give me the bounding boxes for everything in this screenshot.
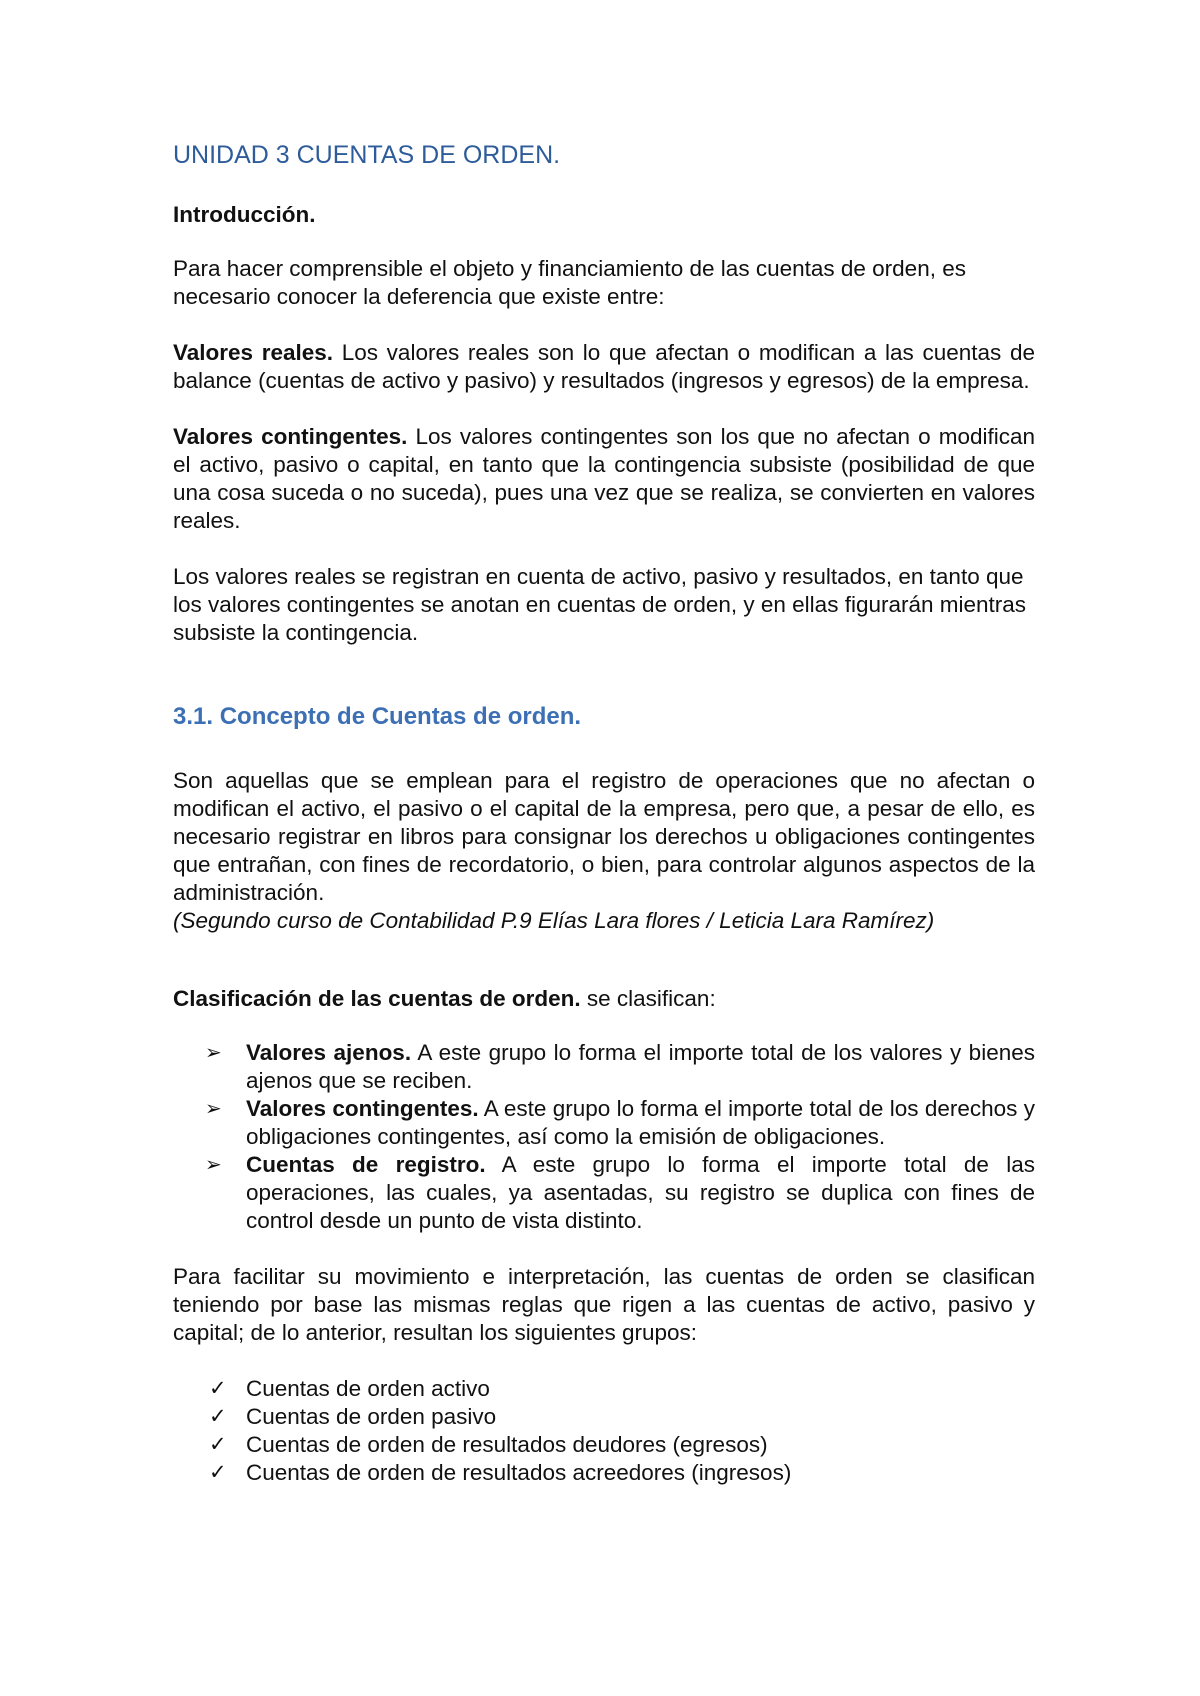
list-item-text: Cuentas de orden de resultados deudores (egresos) [246,1432,768,1457]
list-item [173,1095,1035,1151]
list-item-text: Cuentas de orden activo [246,1376,490,1401]
citation: (Segundo curso de Contabilidad P.9 Elías Lara flores / Leticia Lara Ramírez) [173,908,935,933]
list-item-text: A este grupo lo forma el importe total de las operaciones, las cuales, ya asentadas, su registro se duplica con fines de control desde un punto de vista distinto. [246,1152,1035,1233]
section-title: 3.1. Concepto de Cuentas de orden. [173,703,582,730]
facilitar-paragraph: Para facilitar su movimiento e interpretación, las cuentas de orden se clasifican teniendo por base las mismas reglas que rigen a las cuentas de activo, pasivo y capital; de lo anterior, resultan los siguientes grupos: [173,1264,1035,1345]
list-item-term: Valores contingentes. [246,1096,479,1121]
valores-reales-paragraph [173,339,1035,395]
list-item-text: Cuentas de orden de resultados acreedores (ingresos) [246,1460,792,1485]
valores-contingentes-text: Los valores contingentes son los que no afectan o modifican el activo, pasivo o capital, en tanto que la contingencia subsiste (posibilidad de que una cosa suceda o no suceda), pues una vez que se realiza, se convierten en valores reales. [173,424,1035,533]
clasificacion-list [173,1039,1035,1235]
list-item [173,1375,1035,1403]
clasificacion-term: Clasificación de las cuentas de orden. [173,986,581,1011]
list-item [173,1151,1035,1235]
checkmark-icon: ✓ [209,1461,227,1484]
clasificacion-heading [173,985,1035,1013]
list-item [173,1039,1035,1095]
grupos-list [173,1375,1035,1487]
checkmark-icon: ✓ [209,1405,227,1428]
list-item-term: Valores ajenos. [246,1040,412,1065]
list-item [173,1459,1035,1487]
valores-reales-term: Valores reales. [173,340,334,365]
valores-reales-text: Los valores reales son lo que afectan o modifican a las cuentas de balance (cuentas de activo y pasivo) y resultados (ingresos y egresos) de la empresa. [173,340,1035,393]
intro-heading: Introducción. [173,202,316,227]
registro-paragraph: Los valores reales se registran en cuenta de activo, pasivo y resultados, en tanto que los valores contingentes se anotan en cuentas de orden, y en ellas figurarán mientras subsiste la contingencia. [173,564,1027,645]
list-item-text: Cuentas de orden pasivo [246,1404,497,1429]
arrow-bullet-icon: ➢ [205,1098,222,1120]
list-item-text: A este grupo lo forma el importe total de los derechos y obligaciones contingentes, así como la emisión de obligaciones. [246,1096,1035,1149]
page-title: UNIDAD 3 CUENTAS DE ORDEN. [173,141,561,169]
document-page [173,140,1035,1487]
list-item-term: Cuentas de registro. [246,1152,486,1177]
intro-paragraph: Para hacer comprensible el objeto y financiamiento de las cuentas de orden, es necesario conocer la deferencia que existe entre: [173,256,966,309]
valores-contingentes-term: Valores contingentes. [173,424,408,449]
list-item-text: A este grupo lo forma el importe total de los valores y bienes ajenos que se reciben. [246,1040,1035,1093]
checkmark-icon: ✓ [209,1433,227,1456]
arrow-bullet-icon: ➢ [205,1154,222,1176]
list-item [173,1403,1035,1431]
valores-contingentes-paragraph [173,423,1035,535]
concepto-paragraph: Son aquellas que se emplean para el registro de operaciones que no afectan o modifican el activo, el pasivo o el capital de la empresa, pero que, a pesar de ello, es necesario registrar en libros para consignar los derechos u obligaciones contingentes que entrañan, con fines de recordatorio, o bien, para controlar algunos aspectos de la administración. [173,768,1035,905]
checkmark-icon: ✓ [209,1377,227,1400]
clasificacion-text: se clasifican: [580,986,716,1011]
arrow-bullet-icon: ➢ [205,1042,222,1064]
list-item [173,1431,1035,1459]
